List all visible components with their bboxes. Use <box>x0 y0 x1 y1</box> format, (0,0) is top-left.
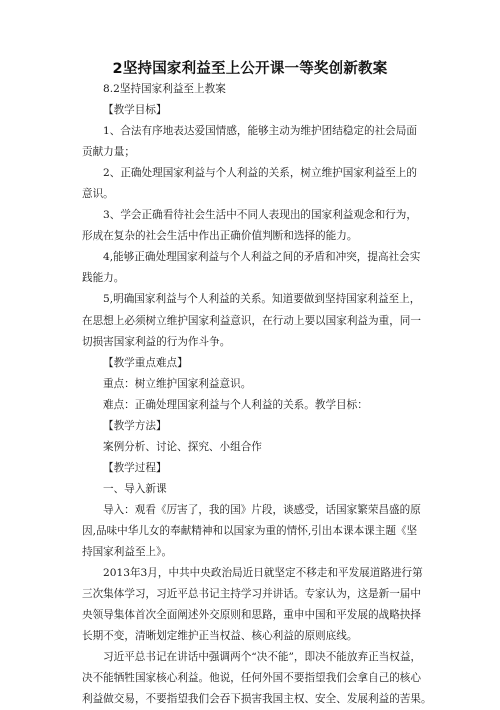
document-line: 难点：正确处理国家利益与个人利益的关系。教学目标： <box>103 398 368 411</box>
document-line: 【教学过程】 <box>103 461 167 474</box>
document-line: 1、合法有序地表达爱国情感，能够主动为维护团结稳定的社会局面 <box>103 125 417 138</box>
document-line: 央领导集体首次全面阐述外交原则和思路，重申中国和平发展的战略抉择 <box>82 609 421 622</box>
document-line: 践能力。 <box>82 272 125 285</box>
document-line: 形成在复杂的社会生活中作出正确价值判断和选择的能力。 <box>82 230 358 243</box>
document-line: 4,能够正确处理国家利益与个人利益之间的矛盾和冲突，提高社会实 <box>103 251 421 264</box>
document-line: 贡献力量； <box>82 146 135 159</box>
document-line: 习近平总书记在讲话中强调两个“决不能”，即决不能放弃正当权益， <box>103 651 422 664</box>
document-title: 2坚持国家利益至上公开课一等奖创新教案 <box>112 61 388 77</box>
document-line: 切损害国家利益的行为作斗争。 <box>82 335 231 348</box>
document-line: 案例分析、讨论、探究、小组合作 <box>103 440 262 453</box>
document-line: 意识。 <box>82 188 114 201</box>
document-body <box>82 79 432 710</box>
document-line: 决不能牺牲国家核心利益。他说，任何外国不要指望我们会拿自己的核心 <box>82 672 421 685</box>
document-line: 3、学会正确看待社会生活中不同人表现出的国家利益观念和行为， <box>103 209 417 222</box>
document-line: 持国家利益至上》。 <box>82 546 173 559</box>
document-line: 一、导入新课 <box>103 482 167 495</box>
document-line: 【教学重点难点】 <box>103 356 188 369</box>
document-line: 8.2坚持国家利益至上教案 <box>103 83 226 95</box>
document-line: 2013年3月，中共中央政治局近日就坚定不移走和平发展道路进行第 <box>103 567 423 580</box>
document-line: 因,品味中华儿女的奉献精神和以国家为重的情怀,引出本课本课主题《坚 <box>82 524 418 537</box>
document-line: 【教学方法】 <box>103 419 167 432</box>
document-line: 三次集体学习，习近平总书记主持学习并讲话。专家认为，这是新一届中 <box>82 588 421 601</box>
document-line: 长期不变，清晰划定维护正当权益、核心利益的原则底线。 <box>82 630 358 643</box>
document-line: 在思想上必须树立维护国家利益意识，在行动上要以国家利益为重，同一 <box>82 314 421 327</box>
document-line: 5,明确国家利益与个人利益的关系。知道要做到坚持国家利益至上， <box>103 293 421 306</box>
document-line: 【教学目标】 <box>103 104 167 117</box>
document-line: 重点：树立维护国家利益意识。 <box>103 377 252 390</box>
document-line: 2、正确处理国家利益与个人利益的关系，树立维护国家利益至上的 <box>103 167 417 180</box>
document-line: 导入：观看《厉害了，我的国》片段，谈感受，话国家繁荣昌盛的原 <box>103 503 421 516</box>
document-line: 利益做交易，不要指望我们会吞下损害我国主权、安全、发展利益的苦果。 <box>82 693 432 706</box>
